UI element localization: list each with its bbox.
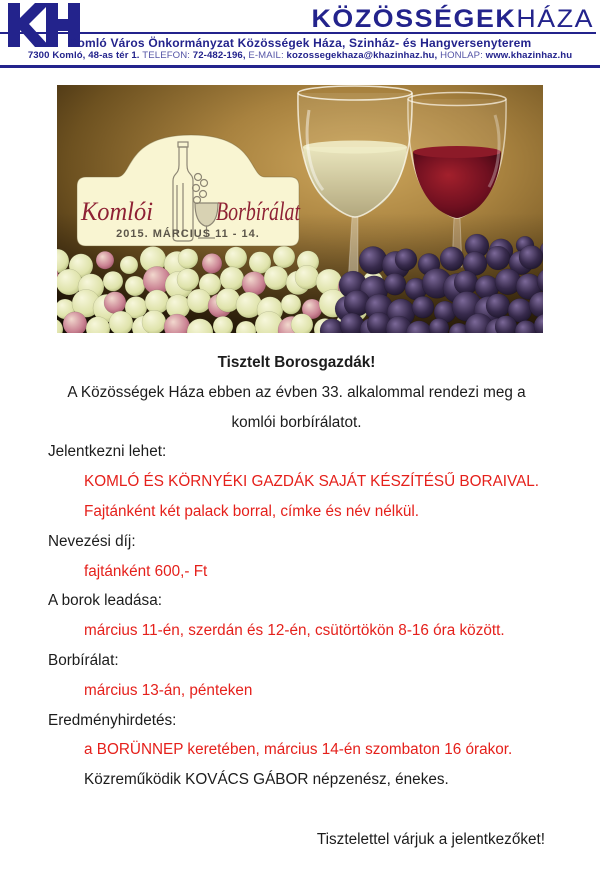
website: www.khazinhaz.hu <box>485 50 573 61</box>
section-label: Nevezési díj: <box>48 532 136 550</box>
divider-bar <box>0 65 600 68</box>
section-detail: március 13-án, pénteken <box>84 681 253 699</box>
web-label: HONLAP: <box>440 50 483 61</box>
phone-label: TELEFON: <box>142 50 191 61</box>
banner-photo <box>57 85 543 333</box>
brand-light: HÁZA <box>516 5 594 33</box>
section-label: Eredményhirdetés: <box>48 711 177 729</box>
greeting: Tisztelt Borosgazdák! <box>217 354 376 371</box>
org-subtitle: Komló Város Önkormányzat Közösségek Háza, Szinház- és Hangversenyterem <box>68 36 532 50</box>
brand-title <box>311 5 594 34</box>
intro-line-2: komlói borbírálatot. <box>231 413 362 431</box>
email-address: kozossegekhaza@khazinhaz.hu, <box>286 50 438 61</box>
phone-number: 72-482-196, <box>192 50 246 61</box>
plaque-dates: 2015. MÁRCIUS 11 - 14. <box>116 228 260 240</box>
plaque-title-right: Borbírálat <box>216 197 301 226</box>
plaque-title-left: Komlói <box>80 197 153 226</box>
intro-line-1: A Közösségek Háza ebben az évben 33. alkalommal rendezi meg a <box>67 383 526 401</box>
email-label: E-MAIL: <box>248 50 284 61</box>
section-detail: Közreműködik KOVÁCS GÁBOR népzenész, énekes. <box>84 771 449 789</box>
letterhead <box>0 0 600 65</box>
section-label: Jelentkezni lehet: <box>48 443 167 461</box>
contact-line <box>0 50 600 61</box>
closing-line: Tisztelettel várjuk a jelentkezőket! <box>316 830 545 848</box>
section-detail: fajtánként 600,- Ft <box>84 562 208 580</box>
section-detail: március 11-én, szerdán és 12-én, csütörtökön 8-16 óra között. <box>84 622 505 640</box>
address: 7300 Komló, 48-as tér 1. <box>27 50 140 61</box>
wine-banner-graphic <box>57 85 543 333</box>
section-label: Borbírálat: <box>48 651 119 669</box>
section-detail: KOMLÓ ÉS KÖRNYÉKI GAZDÁK SAJÁT KÉSZÍTÉSŰ BORAIVAL. <box>84 473 540 491</box>
section-detail: a BORÜNNEP keretében, március 14-én szombaton 16 órakor. <box>84 741 513 759</box>
brand-bold: KÖZÖSSÉGEK <box>311 5 517 33</box>
section-label: A borok leadása: <box>48 592 162 610</box>
flyer-body <box>0 333 600 855</box>
section-detail: Fajtánként két palack borral, címke és név nélkül. <box>84 502 419 520</box>
